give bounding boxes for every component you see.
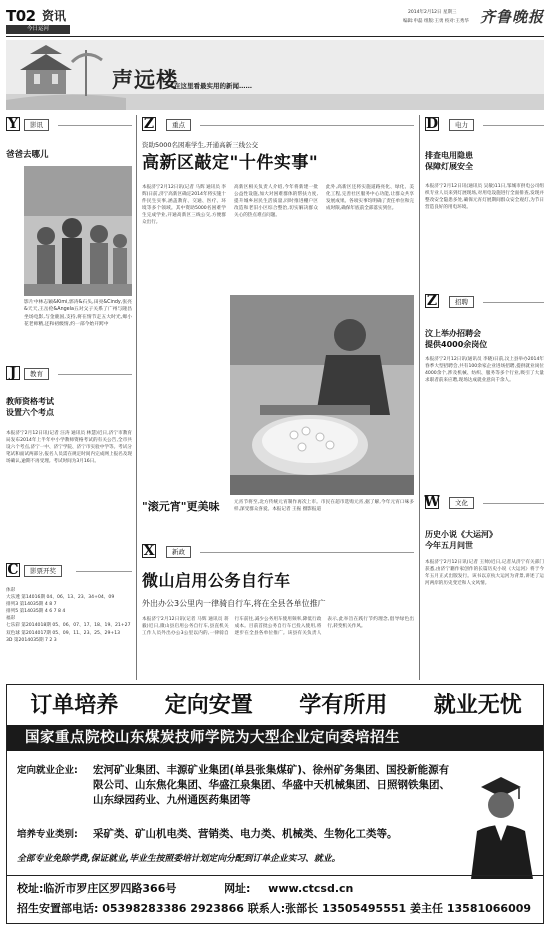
kicker-c: C <box>7 562 19 578</box>
tag-lottery: 影票开奖 <box>24 565 62 577</box>
tag-recruit: 招聘 <box>449 296 474 308</box>
kicker-x: X <box>143 543 155 559</box>
ad-contact-2: 姜主任 <box>410 902 444 915</box>
ad-slogan-1: 订单培养 <box>30 693 119 718</box>
lottery-body: 体彩 大乐透 第14016期 04、06、13、23、34+04、09 排列3 第14035期 4 8 7 排列5 第14035期 4 6 7 8 4 福彩 七乐彩 第2014018期 05、06、07、17、18、19、21+27 双色球 第2014017期 05、09、11、23、25、29+13 3D 第2014035期 7 2 3 <box>6 588 131 643</box>
banner-title: 声远楼 <box>112 67 178 92</box>
tag-power: 电力 <box>449 119 474 131</box>
ad-footer-rule <box>7 875 544 876</box>
ad-office-label: 招生安置部电话: <box>17 902 99 915</box>
headline-y: 爸爸去哪儿 <box>6 150 49 160</box>
lantern-photo-caption: 元宵节将至,北方传统元宵制作再次上市。市民在超市选购元宵,据了解,今年元宵口味多样,深受群众喜爱。本报记者 王振 摄影报道 <box>234 500 414 513</box>
ad-slogan-2: 定向安置 <box>164 693 253 718</box>
kicker-y: Y <box>8 116 18 132</box>
ad-tagline: 全部专业免除学费,保证就业,毕业生按照委培计划定向分配到订单企业实习、就业。 <box>17 854 341 864</box>
tag-rule-x <box>200 552 414 553</box>
tag-focus: 重点 <box>166 119 191 131</box>
ad-slogan-4: 就业无忧 <box>433 693 522 718</box>
date-line: 2014年2月12日 星期三 <box>408 10 457 15</box>
kicker-w: W <box>424 494 440 510</box>
ad-majors: 采矿类、矿山机电类、营销类、电力类、机械类、生物化工类等。 <box>93 828 398 840</box>
ad-band-text: 国家重点院校山东煤炭技师学院为大型企业定向委培招生 <box>25 730 400 746</box>
recruit-body: 本报济宁2月12日讯(通讯员 李晓)日前,汶上县举办2014年春季大型招聘会,共有100余家企业进场招聘,提供就业岗位4000余个,涉及机械、纺织、服务等多个行业,吸引了大量求职者前来应聘,现场达成就业意向千余人。 <box>425 357 544 384</box>
school-advertisement <box>6 684 544 924</box>
ad-companies: 宏河矿业集团、丰源矿业集团(单县张集煤矿)、徐州矿务集团、国投新能源有限公司、山东焦化集团、华盛江泉集团、华盛中天机械集团、日照钢铁集团、山东绿园药业、九州通医药集团等 <box>93 764 450 807</box>
ad-phone-1: 05398283386 <box>102 902 187 915</box>
banner <box>6 40 544 110</box>
kicker-d: D <box>425 116 439 132</box>
ad-footer-row-2 <box>17 900 537 918</box>
ad-mobile-2: 13581066009 <box>446 902 532 915</box>
focus-body-2: 高新区相关负责人介绍,今年将新建一批公益性设施,加大对困难群体的帮扶力度,提升城乡居民生活质量,同时推进棚户区改造和老旧小区综合整治,切实解决群众关心的热点难点问题。 <box>234 185 318 219</box>
headline-z: 高新区敲定"十件实事" <box>142 153 319 173</box>
movie-photo-art <box>24 166 132 296</box>
policy-body: 本报济宁2月12日讯(记者 马辉 通讯员 蒋毅)近日,微山县启用公务自行车,县直机关工作人员外出办公3公里以内的,一律骑自行车前往,减少公务用车使用频率,降低行政成本。目前首批公务自行车已投入使用,将逐步在全县各单位推广。该县有关负责人表示,此举旨在践行节约理念,倡导绿色出行,转变机关作风。 <box>142 617 414 637</box>
lantern-photo-art <box>230 295 414 495</box>
overline-z: 资助5000名困难学生,开通高新三线公交 <box>142 141 259 149</box>
focus-body-1: 本报济宁2月12日讯(记者 马辉 通讯员 李辉)日前,济宁高新区确定2014年将实施十件民生实事,涵盖教育、交通、医疗、环境等多个领域。其中资助5000名困难学生完成学业,开通高新区三线公交,方便群众出行。 <box>142 185 226 226</box>
tag-education: 教育 <box>24 368 49 380</box>
headline-w: 历史小说《大运河》 今年五月问世 <box>425 530 497 550</box>
ad-graduate-photo <box>461 759 541 879</box>
kicker-j: J <box>6 366 20 380</box>
tag-culture: 文化 <box>449 497 474 509</box>
ad-companies-label: 定向就业企业: <box>17 765 78 776</box>
tag-policy: 新政 <box>166 546 191 558</box>
headline-x: 微山启用公务自行车 <box>142 571 291 590</box>
ad-band <box>7 725 544 751</box>
ad-slogans <box>7 689 544 723</box>
ad-slogan-3: 学有所用 <box>299 693 388 718</box>
headline-d: 排查电用隐患 保障灯展安全 <box>425 151 473 171</box>
headline-j: 教师资格考试 设置六个考点 <box>6 397 54 417</box>
focus-body-3: 此外,高新区还将实施道路亮化、绿化、美化工程,完善社区服务中心功能,让群众共享发展成果。各项实事均明确了责任单位和完成时限,确保年底前全部落实到位。 <box>326 185 414 212</box>
divider-right <box>419 115 420 680</box>
masthead <box>6 6 544 34</box>
culture-body: 本报济宁2月12日讯(记者 王帅)近日,记者从济宁有关部门获悉,由济宁籍作家创作的长篇历史小说《大运河》将于今年五月正式出版发行。该书以京杭大运河为背景,讲述了运河两岸的历史变迁和人文风情。 <box>425 560 544 587</box>
tag-rule-c <box>76 571 132 572</box>
movie-photo <box>24 166 132 296</box>
ad-mobile-1: 13505495551 <box>321 902 407 915</box>
sub-tag: 今日运河 <box>6 25 70 34</box>
banner-subtitle: 在这里看最实用的新闻…… <box>174 82 252 90</box>
tag-rule-zp <box>483 302 544 303</box>
kicker-z: Z <box>143 116 155 132</box>
lantern-festival-photo <box>230 295 414 495</box>
section-name: 资讯 <box>42 9 67 23</box>
headline-zp: 汶上举办招聘会 提供4000余岗位 <box>425 329 488 349</box>
ad-school-label: 校址: <box>17 882 44 895</box>
subhead-lantern: "滚元宵"更美味 <box>142 500 220 513</box>
tag-rule-y <box>58 125 132 126</box>
graduate-figure-art <box>461 759 541 879</box>
ad-web-link[interactable]: www.ctcsd.cn <box>268 882 354 895</box>
staff-line: 编辑:申磊 组版:王勇 校对:王秀华 <box>403 19 469 24</box>
banner-building-art <box>6 40 544 110</box>
tag-rule-z <box>200 125 414 126</box>
divider-left <box>136 115 137 680</box>
power-body: 本报济宁2月12日讯(通讯员 吴敏)11日,邹城市供电公司组织专业人员来到灯展现场,对用电设施进行全面排查,发现并整改安全隐患多处,确保元宵灯展期间群众安全观灯,为节日营造良好的用电环境。 <box>425 184 544 211</box>
movie-caption: 影片中林志颖&Kimi,郭涛&石头,田亮&Cindy,张亮&天天,王岳伦&Angela五对父子关系了广州与隆昌坐场电影,与金鹿国,支持,将在情节走五大时光,爆小花老师精,还和初级情,约一部今始开跨中 <box>24 300 132 327</box>
ad-web-label: 网址: <box>224 882 251 895</box>
ad-school-address: 临沂市罗庄区罗四路366号 <box>43 882 177 895</box>
ad-contact-1: 联系人:张部长 <box>247 902 319 915</box>
subhead-x: 外出办公3公里内一律骑自行车,将在全县各单位推广 <box>142 599 326 608</box>
brand-logo: 齐鲁晚报 <box>480 8 545 26</box>
tag-movie: 影讯 <box>24 119 49 131</box>
kicker-z-recruit: Z <box>426 293 438 309</box>
masthead-rule <box>6 36 544 37</box>
ad-majors-label: 培养专业类别: <box>17 829 78 840</box>
education-body: 本报济宁2月12日讯(记者 汪涛 通讯员 林慧)近日,济宁市教育局发布2014年上半年中小学教师资格考试的有关公告,全市共设六个考点,济宁一中、济宁学院、济宁市实验中学等。考试分笔试和面试两部分,报名人员需在规定时间内完成网上报名及现场确认,逾期不再受理。考试时间为3月16日。 <box>6 431 132 465</box>
tag-rule-w <box>483 503 544 504</box>
tag-rule-d <box>483 125 544 126</box>
page-number: T02 <box>6 7 36 25</box>
tag-rule-j <box>58 374 132 375</box>
ad-phone-2: 2923866 <box>190 902 244 915</box>
ad-footer-row-1 <box>17 880 537 898</box>
